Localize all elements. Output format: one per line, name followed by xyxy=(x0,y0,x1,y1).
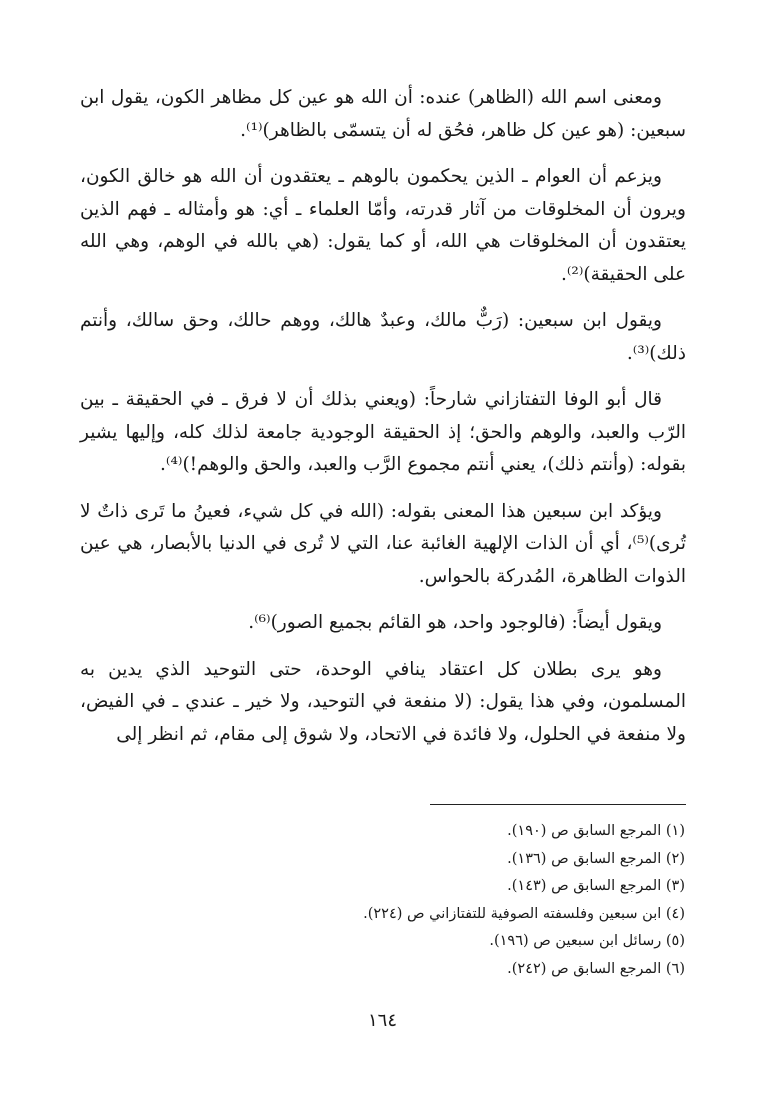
paragraph-4: قال أبو الوفا التفتازاني شارحاً: (ويعني بذلك أن لا فرق ـ في الحقيقة ـ بين الرّب والعبد، والوهم والحق؛ إذ الحقيقة الوجودية جامعة لذلك كله، وإليها يشير بقوله: (وأنتم ذلك)، يعني أنتم مجموع الرَّب والعبد، والحق والوهم!)⁽⁴⁾. xyxy=(80,389,686,475)
paragraph-3: ويقول ابن سبعين: (رَبٌّ مالك، وعبدٌ هالك، ووهم حالك، وحق سالك، وأنتم ذلك)⁽³⁾. xyxy=(80,310,686,364)
paragraph-7: وهو يرى بطلان كل اعتقاد ينافي الوحدة، حتى التوحيد الذي يدين به المسلمون، وفي هذا يقول: (لا منفعة في التوحيد، ولا خير ـ عندي ـ في الفيض، ولا منفعة في الحلول، ولا فائدة في الاتحاد، ولا شوق إلى مقام، ثم انظر إلى xyxy=(80,658,686,745)
page-body xyxy=(80,82,686,765)
footnote-6: (٦) المرجع السابق ص (٢٤٢). xyxy=(507,960,685,977)
footnote-separator xyxy=(430,804,686,805)
paragraph-5: ويؤكد ابن سبعين هذا المعنى بقوله: (الله في كل شيء، فعينُ ما تَرى ذاتٌ لا تُرى)⁽⁵⁾، أي أن الذات الإلهية الغائبة عنا، التي لا تُرى في الدنيا بالأبصار، هي عين الذوات الظاهرة، المُدركة بالحواس. xyxy=(80,500,686,587)
footnote-3: (٣) المرجع السابق ص (١٤٣). xyxy=(507,878,685,894)
footnotes-list xyxy=(125,818,685,983)
paragraph-6: ويقول أيضاً: (فالوجود واحد، هو القائم بجميع الصور)⁽⁶⁾. xyxy=(248,612,662,633)
footnote-2: (٢) المرجع السابق ص (١٣٦). xyxy=(507,850,685,867)
footnote-4: (٤) ابن سبعين وفلسفته الصوفية للتفتازاني ص (٢٢٤). xyxy=(363,905,685,922)
paragraph-2: ويزعم أن العوام ـ الذين يحكمون بالوهم ـ يعتقدون أن الله هو خالق الكون، ويرون أن المخلوقات من آثار قدرته، وأمّا العلماء ـ أي: هو وأمثاله ـ فهم الذين يعتقدون أن المخلوقات هي الله، أو كما يقول: (هي بالله في الوهم، وهي الله على الحقيقة)⁽²⁾. xyxy=(80,166,686,285)
footnote-5: (٥) رسائل ابن سبعين ص (١٩٦). xyxy=(489,933,685,949)
footnote-1: (١) المرجع السابق ص (١٩٠). xyxy=(507,823,685,839)
paragraph-1: ومعنى اسم الله (الظاهر) عنده: أن الله هو عين كل مظاهر الكون، يقول ابن سبعين: (هو عين كل ظاهر، فحُق له أن يتسمّى بالظاهر)⁽¹⁾. xyxy=(80,87,686,141)
page-number: ١٦٤ xyxy=(367,1010,397,1031)
